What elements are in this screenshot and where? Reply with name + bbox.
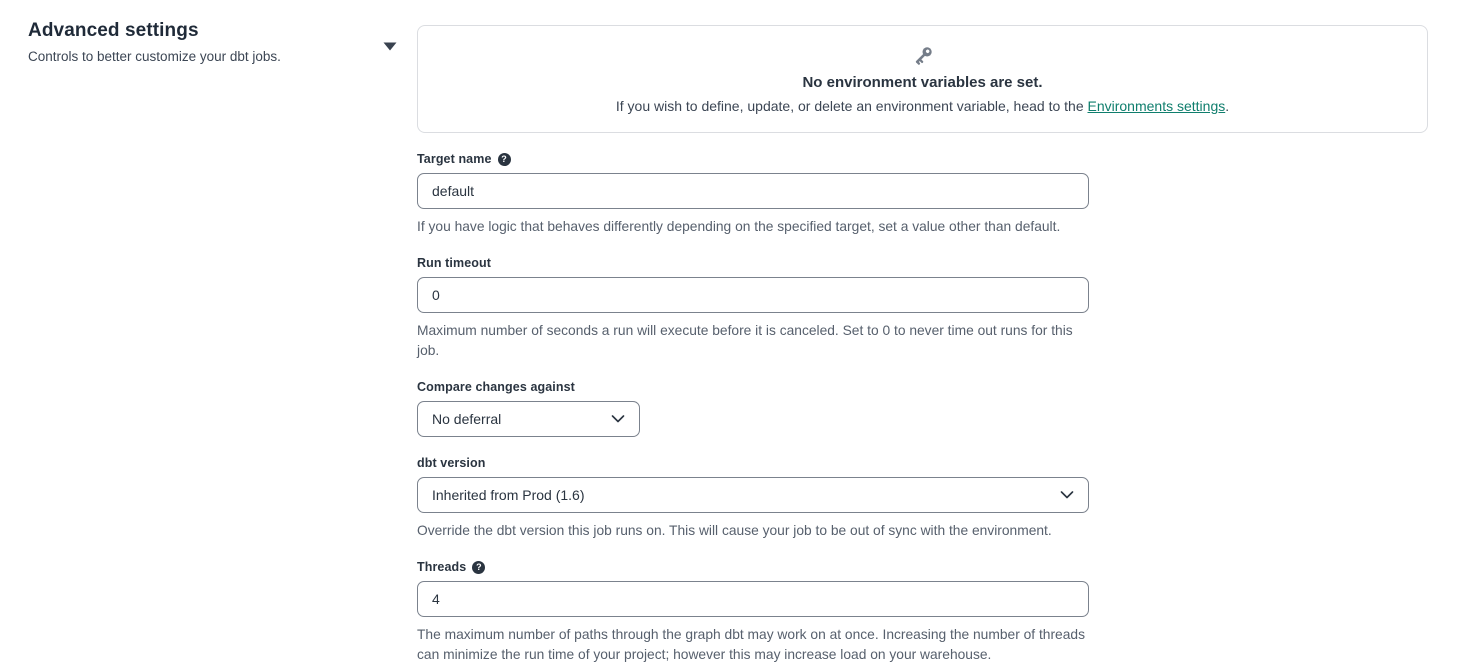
- env-vars-message-suffix: .: [1225, 98, 1230, 114]
- dbt-version-label: dbt version: [417, 456, 486, 470]
- advanced-settings-header: [28, 20, 392, 64]
- threads-label: Threads: [417, 560, 467, 574]
- env-vars-empty-message: [616, 98, 1229, 114]
- env-vars-empty-state: [417, 25, 1428, 133]
- compare-changes-field-group: [417, 380, 1089, 437]
- advanced-settings-form: [417, 152, 1089, 665]
- dbt-version-select[interactable]: [417, 477, 1089, 513]
- dbt-version-help-text: Override the dbt version this job runs on. This will cause your job to be out of sync with the environment.: [417, 523, 1052, 538]
- chevron-down-icon: [611, 415, 625, 423]
- page-title: Advanced settings: [28, 20, 199, 41]
- environments-settings-link[interactable]: Environments settings: [1087, 98, 1226, 114]
- run-timeout-help-text: Maximum number of seconds a run will execute before it is canceled. Set to 0 to never time out runs for this job.: [417, 323, 1073, 358]
- target-name-input[interactable]: [417, 173, 1089, 209]
- env-vars-message-prefix: If you wish to define, update, or delete an environment variable, head to the: [615, 98, 1088, 114]
- dbt-version-field-group: [417, 456, 1089, 541]
- threads-field-group: [417, 560, 1089, 665]
- run-timeout-field-group: [417, 256, 1089, 361]
- target-name-help-text: If you have logic that behaves differently depending on the specified target, set a value other than default.: [417, 219, 1061, 234]
- run-timeout-label: Run timeout: [417, 256, 492, 270]
- threads-help-icon[interactable]: ?: [472, 561, 485, 574]
- page-subtitle: Controls to better customize your dbt jobs.: [28, 49, 281, 64]
- compare-changes-select[interactable]: [417, 401, 640, 437]
- compare-changes-selected-value: No deferral: [432, 411, 502, 427]
- advanced-settings-content: [417, 25, 1428, 665]
- target-name-label: Target name: [417, 152, 492, 166]
- caret-down-icon: [383, 42, 397, 51]
- collapse-section-button[interactable]: [382, 40, 398, 52]
- threads-help-text: The maximum number of paths through the graph dbt may work on at once. Increasing the number of threads can minimize the run time of your project; however this may increase load on your warehouse.: [417, 627, 1085, 662]
- dbt-version-selected-value: Inherited from Prod (1.6): [432, 487, 585, 503]
- threads-input[interactable]: [417, 581, 1089, 617]
- env-vars-empty-title: No environment variables are set.: [802, 74, 1043, 91]
- compare-changes-label: Compare changes against: [417, 380, 575, 394]
- target-name-help-icon[interactable]: ?: [498, 153, 511, 166]
- key-icon: [911, 44, 935, 68]
- target-name-field-group: [417, 152, 1089, 237]
- chevron-down-icon: [1060, 491, 1074, 499]
- run-timeout-input[interactable]: [417, 277, 1089, 313]
